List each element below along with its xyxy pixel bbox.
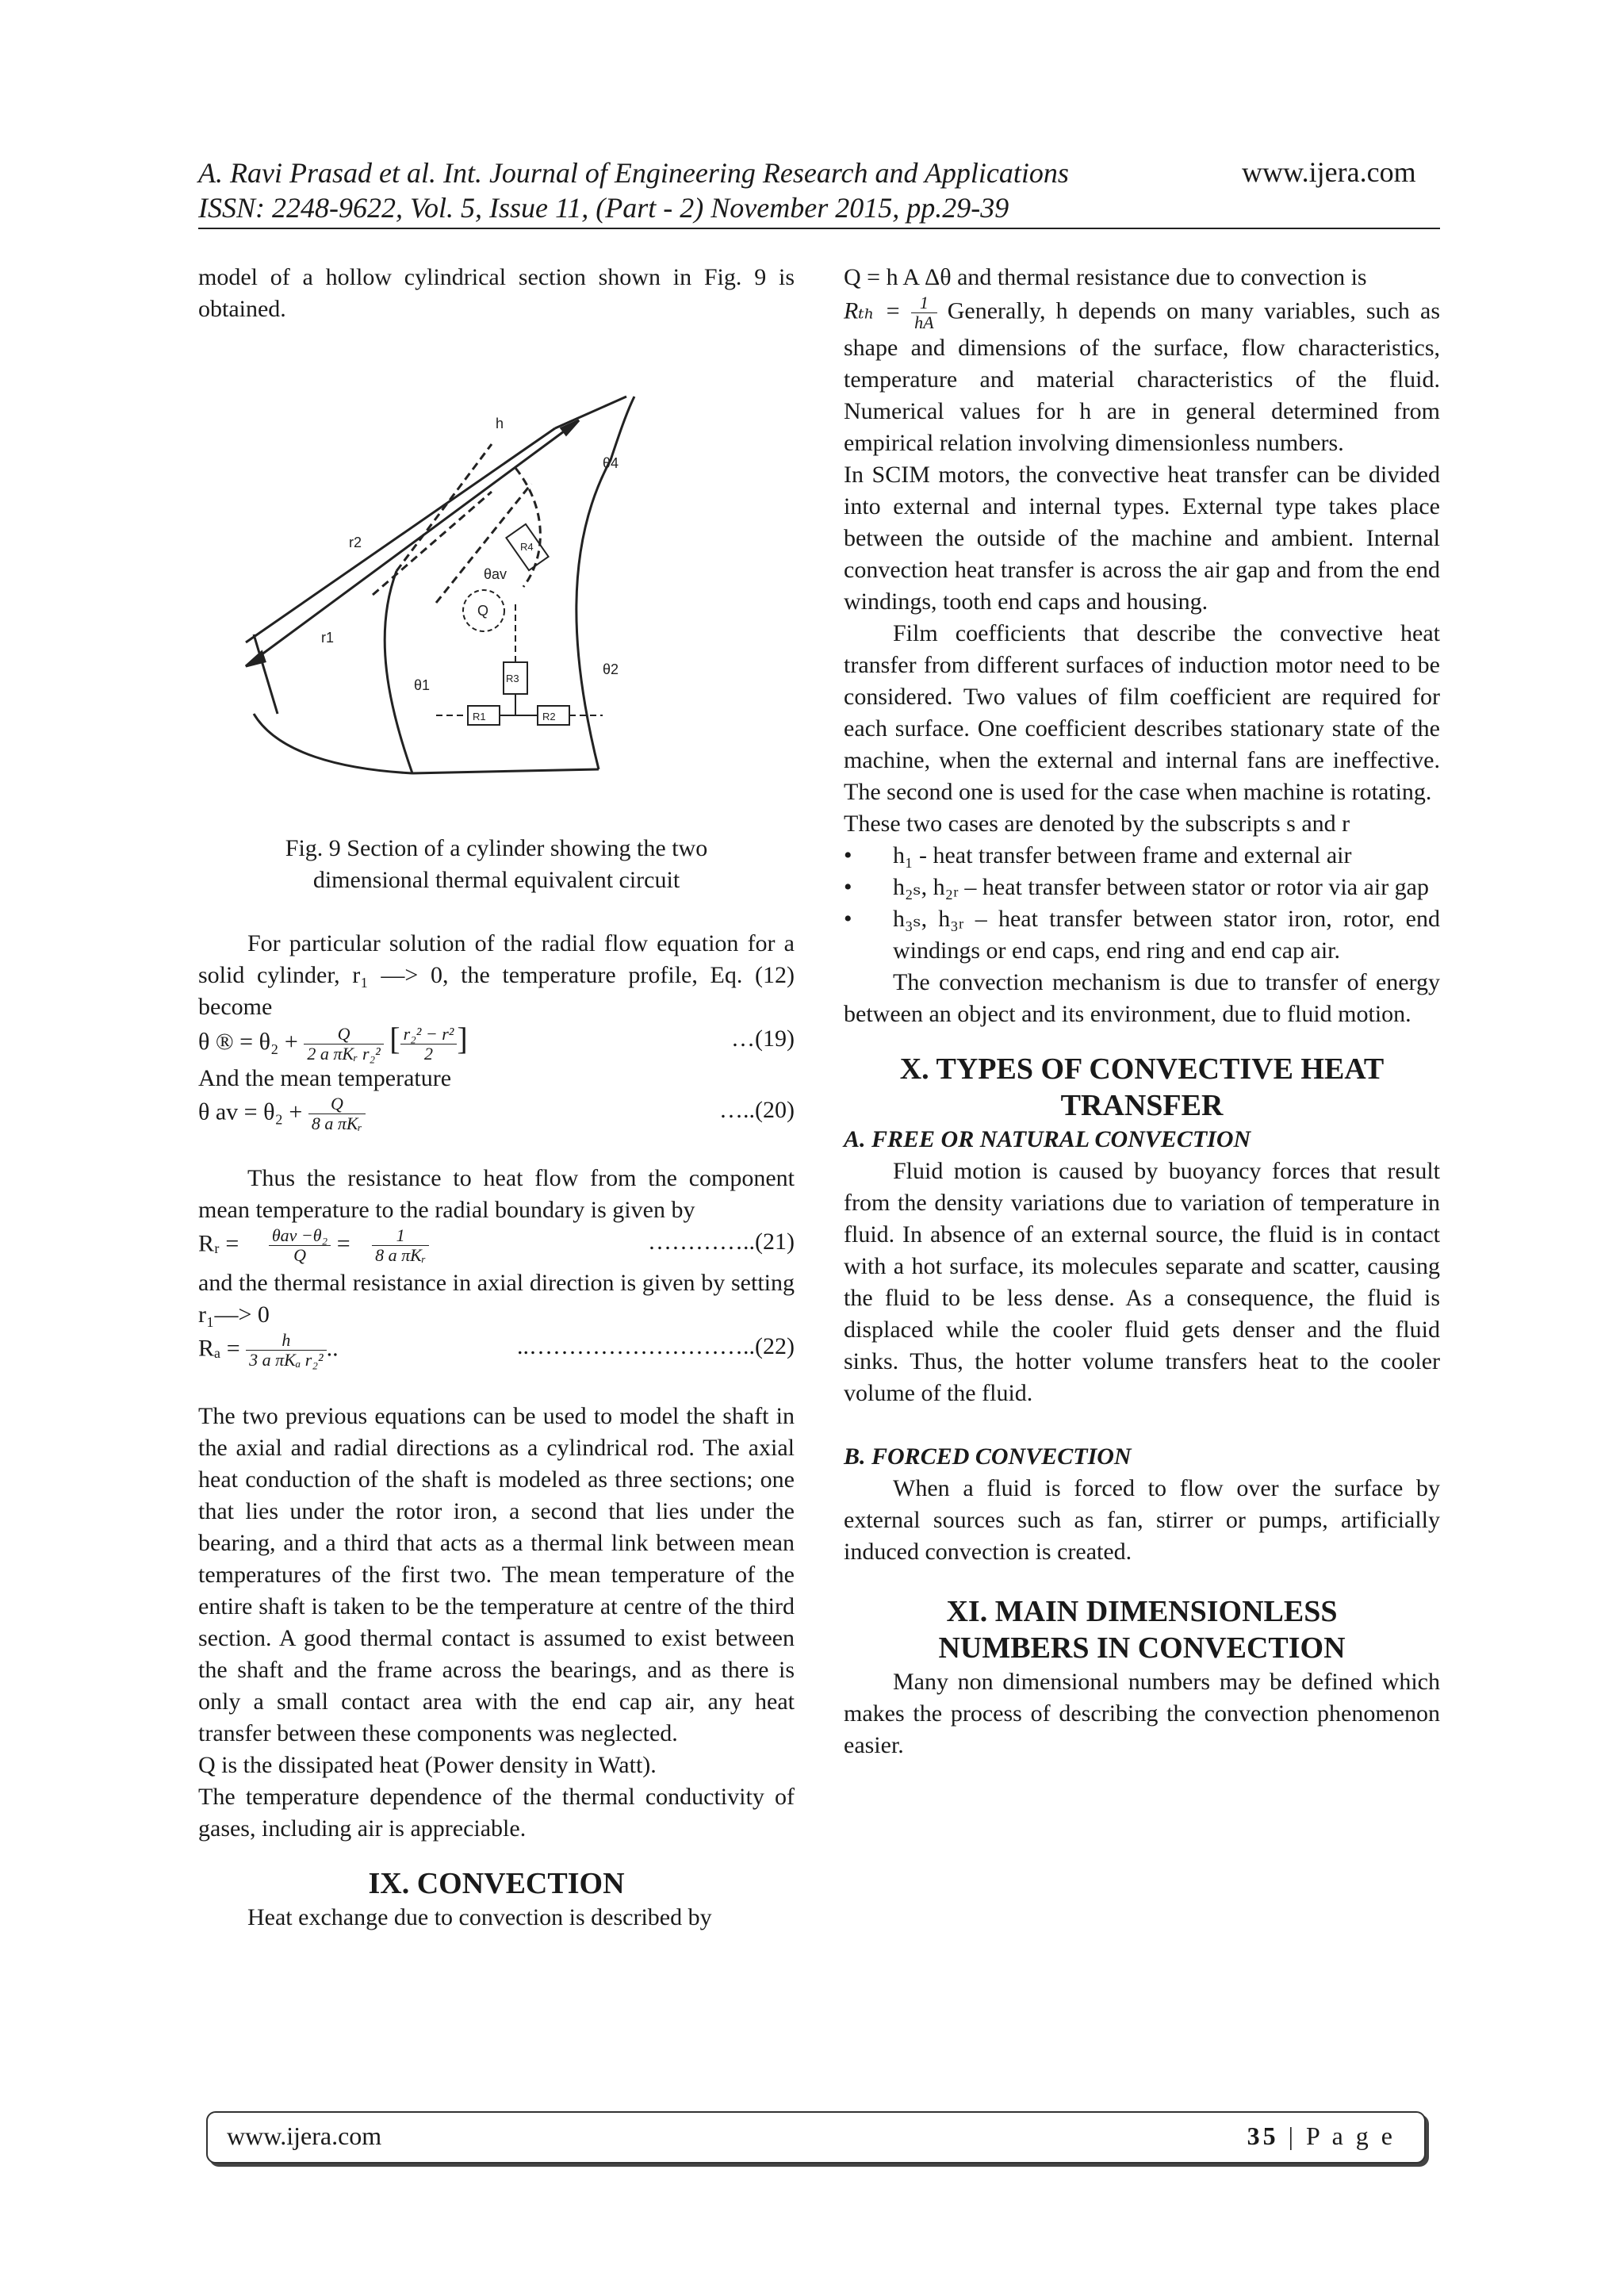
equation-19 — [198, 1023, 795, 1063]
figure-label-q: Q — [477, 603, 489, 619]
figure-label-r2: r2 — [349, 535, 362, 550]
eq22-tail: .. — [326, 1335, 339, 1362]
eq20-number: …..(20) — [719, 1097, 795, 1123]
bullet-text-3: h₃ₛ, h₃ᵣ – heat transfer between stator iron, rotor, end windings or end caps, end ring and end cap air. — [893, 906, 1440, 964]
section-11-heading-line-2: NUMBERS IN CONVECTION — [938, 1631, 1346, 1665]
figure-caption-line-1: Fig. 9 Section of a cylinder showing the two — [285, 835, 708, 861]
section-9-heading: IX. CONVECTION — [368, 1867, 625, 1900]
bullet-item-2 — [844, 872, 1440, 903]
left-paragraph-3: Thus the resistance to heat flow from the component mean temperature to the radial boundary is given by — [198, 1165, 795, 1223]
figure-label-thetaav: θav — [484, 566, 508, 582]
left-paragraph-4: and the thermal resistance in axial direction is given by setting r₁—> 0 — [198, 1270, 795, 1328]
right-paragraph-8: When a fluid is forced to flow over the surface by external sources such as fan, stirrer or pumps, artificially induced convection is created. — [844, 1475, 1440, 1565]
eq19-bracket-fraction — [400, 1025, 458, 1064]
figure-top-edge — [555, 397, 626, 428]
figure-label-theta2: θ2 — [603, 661, 619, 677]
header-rule — [198, 228, 1440, 229]
figure-label-r1: r1 — [321, 630, 335, 646]
right-paragraph-4: Film coefficients that describe the convective heat transfer from different surfaces of induction motor need to be considered. Two values of film coefficient are required for each surface. One coefficient describes stationary state of the machine, when the external and internal fans are ineffective. The second one is used for the case when machine is rotating. — [844, 620, 1440, 805]
right-column — [844, 262, 1440, 1761]
bullet-item-3 — [844, 903, 1440, 967]
section-10-heading-line-1: X. TYPES OF CONVECTIVE HEAT — [899, 1052, 1385, 1086]
eq21-equals: = — [336, 1230, 350, 1257]
bullet-item-1 — [844, 840, 1440, 872]
footer-url[interactable]: www.ijera.com — [227, 2122, 382, 2150]
figure-label-r2-box: R2 — [542, 711, 556, 723]
figure-outer-arc — [576, 397, 634, 769]
eq21-lhs: Rᵣ = — [198, 1230, 239, 1257]
footer-page-num: 35 — [1247, 2122, 1279, 2150]
eq20-denominator: 8 a πKᵣ — [311, 1114, 362, 1133]
eq19-bracket-open: [ — [389, 1021, 400, 1056]
figure-label-h: h — [496, 416, 504, 431]
figure-label-theta4: θ4 — [603, 455, 619, 471]
rth-fraction — [911, 293, 936, 332]
header-line-2: ISSN: 2248-9622, Vol. 5, Issue 11, (Part - 2) November 2015, pp.29-39 — [198, 192, 1009, 224]
eq22-fraction — [246, 1331, 326, 1370]
page-footer — [206, 2111, 1426, 2164]
left-paragraph-2: For particular solution of the radial flow equation for a solid cylinder, r₁ —> 0, the temperature profile, Eq. (12) become — [198, 930, 795, 1020]
eq19-number: …(19) — [731, 1025, 795, 1052]
section-11-heading-line-1: XI. MAIN DIMENSIONLESS — [946, 1595, 1338, 1628]
eq19-bracket-denominator: 2 — [424, 1043, 433, 1064]
eq22-number: ..………………………..(22) — [517, 1333, 795, 1359]
figure-label-r1-box: R1 — [473, 711, 486, 723]
right-paragraph-1: Q = h A Δθ and thermal resistance due to convection is — [844, 264, 1367, 290]
rth-denominator: hA — [914, 312, 934, 332]
eq20-lhs: θ av = θ₂ + — [198, 1098, 303, 1125]
bullet-marker: • — [844, 906, 852, 932]
figure-label-r3-box: R3 — [506, 673, 519, 684]
bullet-marker: • — [844, 874, 852, 900]
eq22-lhs: Rₐ = — [198, 1335, 240, 1362]
header-line-1: A. Ravi Prasad et al. Int. Journal of Engineering Research and Applications — [198, 157, 1069, 189]
eq22-denominator: 3 a πKₐ r₂² — [249, 1350, 324, 1370]
eq21-fraction-2 — [372, 1226, 429, 1265]
header-url[interactable]: www.ijera.com — [1242, 156, 1416, 188]
right-paragraph-7: Fluid motion is caused by buoyancy forces that result from the density variations due to variation of temperature in fluid. In absence of an external source, the fluid is in contact with a hot surface, its molecules separate and scatter, causing the fluid to be less dense. As a consequence, the fluid is displaced while the cooler fluid gets denser and the fluid sinks. Thus, the hotter volume transfers heat to the cooler volume of the fluid. — [844, 1158, 1440, 1406]
subsection-b-heading: B. FORCED CONVECTION — [844, 1443, 1132, 1470]
eq19-fraction — [304, 1025, 383, 1064]
bullet-marker: • — [844, 842, 852, 868]
eq21-fraction-1 — [269, 1226, 331, 1265]
footer-page-number — [1247, 2122, 1396, 2151]
eq19-denominator: 2 a πKᵣ r₂² — [307, 1043, 381, 1064]
bullet-text-2: h₂ₛ, h₂ᵣ – heat transfer between stator or rotor via air gap — [893, 874, 1429, 900]
equation-20 — [198, 1094, 795, 1134]
eq20-numerator: Q — [308, 1094, 366, 1114]
eq19-numerator: Q — [304, 1025, 383, 1045]
right-paragraph-2-with-rth — [844, 293, 1440, 459]
eq20-fraction — [308, 1094, 366, 1133]
right-paragraph-3: In SCIM motors, the convective heat transfer can be divided into external and internal types. External type takes place between the outside of the machine and ambient. Internal convection heat transfer is across the air gap and from the end windings, tooth end caps and housing. — [844, 462, 1440, 615]
mean-temperature-text: And the mean temperature — [198, 1065, 452, 1091]
equation-22 — [198, 1331, 795, 1372]
figure-caption-line-2: dimensional thermal equivalent circuit — [312, 867, 680, 893]
eq21-denominator-1: Q — [293, 1245, 306, 1265]
eq21-numerator-1: θav −θ₂ — [269, 1226, 331, 1246]
eq21-numerator-2: 1 — [372, 1226, 429, 1246]
rth-numerator: 1 — [911, 293, 936, 313]
equation-21 — [198, 1226, 795, 1267]
eq21-denominator-2: 8 a πKᵣ — [375, 1245, 427, 1265]
left-paragraph-1: model of a hollow cylindrical section shown in Fig. 9 is obtained. — [198, 264, 795, 322]
left-paragraph-6: Q is the dissipated heat (Power density in Watt). — [198, 1752, 657, 1778]
subsection-a-heading: A. FREE OR NATURAL CONVECTION — [844, 1126, 1251, 1152]
left-paragraph-5: The two previous equations can be used to model the shaft in the axial and radial directions as a cylindrical rod. The axial heat conduction of the shaft is modeled as three sections; one that lies under the rotor iron, a second that lies under the bearing, and a third that acts as a thermal link between mean temperatures of the first two. The mean temperature of the entire shaft is taken to be the temperature at centre of the third section. A good thermal contact is assumed to exist between the shaft and the frame across the bearings, and as there is only a small contact area with the end cap air, any heat transfer between these components was neglected. — [198, 1403, 795, 1746]
eq19-bracket-numerator: r₂² − r² — [400, 1025, 458, 1045]
figure-label-theta1: θ1 — [414, 677, 431, 693]
left-paragraph-8: Heat exchange due to convection is described by — [247, 1904, 712, 1930]
right-paragraph-9: Many non dimensional numbers may be defined which makes the process of describing the convection phenomenon easier. — [844, 1669, 1440, 1758]
eq22-numerator: h — [246, 1331, 326, 1351]
section-10-heading-line-2: TRANSFER — [1060, 1089, 1224, 1122]
figure-inner-arc-bottom — [254, 714, 412, 773]
eq21-number: …………..(21) — [648, 1228, 795, 1255]
footer-page-suffix: | P a g e — [1278, 2122, 1396, 2150]
figure-label-r4-box: R4 — [520, 541, 534, 553]
left-paragraph-7: The temperature dependence of the thermal conductivity of gases, including air is appreciable. — [198, 1784, 795, 1842]
eq19-bracket-close: ] — [457, 1021, 468, 1056]
rth-lhs: Rₜₕ = — [844, 297, 902, 324]
figure-bottom-edge — [412, 769, 599, 773]
cylinder-section-figure — [230, 341, 658, 833]
eq19-lhs: θ ® = θ₂ + — [198, 1029, 298, 1055]
figure-inner-arc — [385, 571, 412, 773]
right-paragraph-6: The convection mechanism is due to transfer of energy between an object and its environment, due to fluid motion. — [844, 969, 1440, 1027]
bullet-text-1: h₁ - heat transfer between frame and external air — [893, 842, 1352, 868]
right-paragraph-2: Generally, h depends on many variables, such as shape and dimensions of the surface, flow characteristics, temperature and material characteristics of the fluid. Numerical values for h are in general determined from empirical relation involving dimensionless numbers. — [844, 297, 1441, 456]
right-paragraph-5: These two cases are denoted by the subscripts s and r — [844, 811, 1350, 837]
